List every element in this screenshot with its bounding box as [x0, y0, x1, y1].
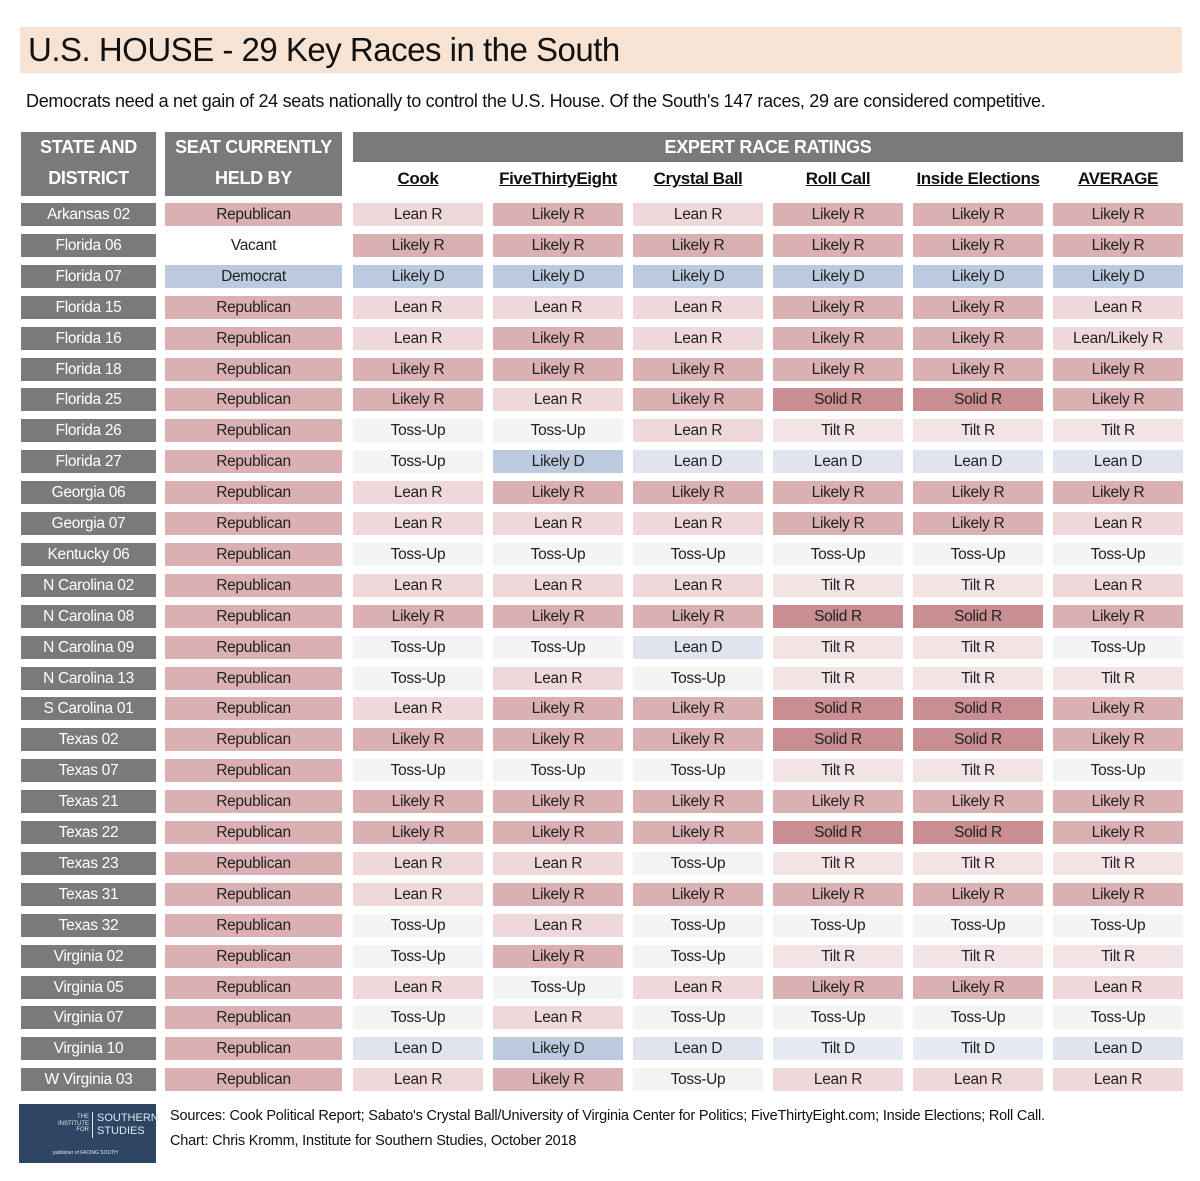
- rating-cell: Toss-Up: [913, 1006, 1043, 1029]
- rating-cell: Likely R: [353, 605, 483, 628]
- rating-cell: Tilt R: [773, 852, 903, 875]
- rating-cell: Likely R: [913, 976, 1043, 999]
- seat-held-header: [165, 132, 342, 196]
- rating-cell: Likely R: [633, 388, 763, 411]
- rating-cell: Lean D: [1053, 1037, 1183, 1060]
- rating-cell: Toss-Up: [633, 1006, 763, 1029]
- held-by-cell: Republican: [165, 481, 342, 504]
- held-by-cell: Republican: [165, 728, 342, 751]
- rating-cell: Likely R: [633, 790, 763, 813]
- district-cell: Florida 16: [21, 327, 156, 350]
- rating-cell: Likely R: [913, 296, 1043, 319]
- rating-cell: Tilt R: [913, 419, 1043, 442]
- rating-cell: Likely R: [1053, 821, 1183, 844]
- rating-cell: Likely R: [1053, 203, 1183, 226]
- held-by-cell: Republican: [165, 605, 342, 628]
- rating-cell: Likely R: [913, 481, 1043, 504]
- rating-cell: Likely D: [493, 265, 623, 288]
- rating-cell: Likely R: [913, 234, 1043, 257]
- rating-cell: Toss-Up: [353, 1006, 483, 1029]
- rating-cell: Lean D: [773, 450, 903, 473]
- district-cell: Florida 25: [21, 388, 156, 411]
- rating-cell: Tilt R: [773, 759, 903, 782]
- held-by-cell: Republican: [165, 697, 342, 720]
- district-cell: Arkansas 02: [21, 203, 156, 226]
- rating-cell: Solid R: [913, 821, 1043, 844]
- rating-cell: Lean R: [493, 388, 623, 411]
- rating-cell: Lean R: [1053, 574, 1183, 597]
- held-header-line2: HELD BY: [215, 168, 292, 188]
- rating-cell: Likely D: [1053, 265, 1183, 288]
- expert-ratings-header: EXPERT RACE RATINGS: [353, 132, 1183, 162]
- rating-cell: Likely D: [353, 265, 483, 288]
- rating-cell: Lean R: [1053, 976, 1183, 999]
- rating-cell: Toss-Up: [353, 450, 483, 473]
- rating-cell: Likely R: [353, 234, 483, 257]
- rating-cell: Solid R: [913, 605, 1043, 628]
- district-cell: Georgia 06: [21, 481, 156, 504]
- rating-cell: Likely R: [773, 883, 903, 906]
- rating-cell: Likely R: [493, 358, 623, 381]
- rating-cell: Likely R: [773, 790, 903, 813]
- rating-cell: Likely R: [493, 697, 623, 720]
- rating-cell: Lean R: [353, 852, 483, 875]
- rating-cell: Tilt R: [773, 667, 903, 690]
- rating-cell: Tilt R: [1053, 667, 1183, 690]
- state-district-header: [21, 132, 156, 196]
- column-header-roll-call: Roll Call: [805, 169, 871, 188]
- rating-cell: Toss-Up: [773, 914, 903, 937]
- rating-cell: Likely R: [773, 481, 903, 504]
- rating-cell: Toss-Up: [1053, 636, 1183, 659]
- held-by-cell: Vacant: [165, 234, 342, 257]
- column-header-average: AVERAGE: [1077, 169, 1158, 188]
- rating-cell: Likely R: [773, 203, 903, 226]
- held-by-cell: Republican: [165, 759, 342, 782]
- column-header-fivethirtyeight: FiveThirtyEight: [499, 169, 617, 188]
- rating-cell: Likely R: [1053, 728, 1183, 751]
- held-by-cell: Republican: [165, 1006, 342, 1029]
- rating-cell: Solid R: [773, 388, 903, 411]
- rating-cell: Likely R: [1053, 697, 1183, 720]
- sources-line: Sources: Cook Political Report; Sabato's Crystal Ball/University of Virginia Center for Politics; FiveThirtyEight.com; Inside Elections; Roll Call.: [170, 1108, 1045, 1124]
- rating-cell: Toss-Up: [1053, 759, 1183, 782]
- rating-cell: Lean R: [353, 976, 483, 999]
- held-by-cell: Republican: [165, 821, 342, 844]
- rating-cell: Likely R: [1053, 481, 1183, 504]
- rating-cell: Lean R: [353, 203, 483, 226]
- district-cell: Georgia 07: [21, 512, 156, 535]
- rating-cell: Toss-Up: [633, 1068, 763, 1091]
- rating-cell: Lean R: [353, 697, 483, 720]
- rating-cell: Lean/Likely R: [1053, 327, 1183, 350]
- rating-cell: Solid R: [773, 605, 903, 628]
- rating-cell: Tilt R: [913, 667, 1043, 690]
- institute-logo: [19, 1104, 159, 1163]
- chart-subtitle: Democrats need a net gain of 24 seats nationally to control the U.S. House. Of the South's 147 races, 29 are considered competitive.: [26, 91, 1046, 111]
- rating-cell: Tilt R: [1053, 419, 1183, 442]
- rating-cell: Likely R: [633, 883, 763, 906]
- rating-cell: Toss-Up: [633, 759, 763, 782]
- rating-cell: Lean D: [633, 636, 763, 659]
- district-cell: Texas 21: [21, 790, 156, 813]
- rating-cell: Lean D: [353, 1037, 483, 1060]
- rating-cell: Lean R: [1053, 512, 1183, 535]
- logo-text-institute: [49, 1114, 89, 1128]
- district-cell: Texas 23: [21, 852, 156, 875]
- rating-cell: Likely R: [913, 883, 1043, 906]
- rating-cell: Toss-Up: [353, 759, 483, 782]
- column-header-crystal-ball: Crystal Ball: [653, 169, 743, 188]
- rating-cell: Likely R: [913, 327, 1043, 350]
- rating-cell: Likely D: [773, 265, 903, 288]
- rating-cell: Likely R: [493, 728, 623, 751]
- rating-cell: Toss-Up: [493, 543, 623, 566]
- rating-cell: Likely R: [773, 234, 903, 257]
- district-cell: Kentucky 06: [21, 543, 156, 566]
- rating-cell: Tilt R: [913, 574, 1043, 597]
- held-by-cell: Republican: [165, 203, 342, 226]
- rating-cell: Tilt R: [773, 574, 903, 597]
- rating-cell: Toss-Up: [633, 667, 763, 690]
- held-by-cell: Republican: [165, 667, 342, 690]
- district-cell: Virginia 10: [21, 1037, 156, 1060]
- rating-cell: Lean R: [633, 296, 763, 319]
- district-cell: Texas 07: [21, 759, 156, 782]
- held-by-cell: Democrat: [165, 265, 342, 288]
- rating-cell: Likely R: [353, 790, 483, 813]
- rating-cell: Likely R: [913, 203, 1043, 226]
- rating-cell: Solid R: [773, 821, 903, 844]
- district-cell: S Carolina 01: [21, 697, 156, 720]
- rating-cell: Toss-Up: [353, 419, 483, 442]
- rating-cell: Toss-Up: [633, 914, 763, 937]
- district-cell: Florida 27: [21, 450, 156, 473]
- rating-cell: Lean R: [493, 574, 623, 597]
- district-cell: Virginia 07: [21, 1006, 156, 1029]
- logo-brand: [97, 1112, 159, 1138]
- rating-cell: Lean D: [913, 450, 1043, 473]
- district-cell: Florida 06: [21, 234, 156, 257]
- rating-cell: Toss-Up: [493, 636, 623, 659]
- rating-cell: Toss-Up: [493, 419, 623, 442]
- rating-cell: Likely R: [773, 358, 903, 381]
- rating-cell: Toss-Up: [1053, 543, 1183, 566]
- held-by-cell: Republican: [165, 914, 342, 937]
- rating-cell: Likely R: [633, 605, 763, 628]
- rating-cell: Likely R: [773, 327, 903, 350]
- rating-cell: Lean R: [353, 574, 483, 597]
- rating-cell: Likely R: [493, 1068, 623, 1091]
- rating-cell: Solid R: [913, 388, 1043, 411]
- state-header-line2: DISTRICT: [48, 168, 129, 188]
- rating-cell: Likely R: [633, 358, 763, 381]
- rating-cell: Toss-Up: [773, 543, 903, 566]
- held-by-cell: Republican: [165, 1068, 342, 1091]
- rating-cell: Likely D: [493, 1037, 623, 1060]
- rating-cell: Tilt R: [913, 852, 1043, 875]
- rating-cell: Toss-Up: [1053, 914, 1183, 937]
- rating-cell: Likely R: [493, 945, 623, 968]
- rating-cell: Lean R: [353, 481, 483, 504]
- held-by-cell: Republican: [165, 976, 342, 999]
- district-cell: Texas 22: [21, 821, 156, 844]
- held-by-cell: Republican: [165, 1037, 342, 1060]
- logo-studies: STUDIES: [97, 1125, 145, 1137]
- rating-cell: Tilt R: [773, 419, 903, 442]
- rating-cell: Solid R: [773, 697, 903, 720]
- rating-cell: Likely R: [633, 821, 763, 844]
- logo-for: FOR: [76, 1127, 89, 1133]
- district-cell: N Carolina 08: [21, 605, 156, 628]
- rating-cell: Likely R: [633, 728, 763, 751]
- held-by-cell: Republican: [165, 296, 342, 319]
- rating-cell: Tilt R: [913, 945, 1043, 968]
- rating-cell: Lean R: [633, 419, 763, 442]
- held-by-cell: Republican: [165, 883, 342, 906]
- district-cell: W Virginia 03: [21, 1068, 156, 1091]
- rating-cell: Likely D: [913, 265, 1043, 288]
- rating-cell: Likely R: [493, 790, 623, 813]
- rating-cell: Lean R: [1053, 1068, 1183, 1091]
- rating-cell: Likely R: [493, 234, 623, 257]
- rating-cell: Toss-Up: [633, 543, 763, 566]
- held-by-cell: Republican: [165, 358, 342, 381]
- held-by-cell: Republican: [165, 852, 342, 875]
- rating-cell: Likely R: [493, 203, 623, 226]
- rating-cell: Likely R: [353, 821, 483, 844]
- rating-cell: Likely R: [353, 358, 483, 381]
- district-cell: Florida 15: [21, 296, 156, 319]
- rating-cell: Likely R: [493, 481, 623, 504]
- logo-divider: [92, 1112, 93, 1138]
- logo-footer: publisher of FACING SOUTH: [53, 1150, 118, 1156]
- rating-cell: Lean R: [353, 1068, 483, 1091]
- rating-cell: Tilt R: [773, 636, 903, 659]
- rating-cell: Toss-Up: [773, 1006, 903, 1029]
- rating-cell: Lean R: [633, 976, 763, 999]
- district-cell: Texas 31: [21, 883, 156, 906]
- rating-cell: Tilt R: [1053, 852, 1183, 875]
- held-by-cell: Republican: [165, 512, 342, 535]
- rating-cell: Toss-Up: [353, 543, 483, 566]
- rating-cell: Lean R: [493, 1006, 623, 1029]
- rating-cell: Lean R: [493, 852, 623, 875]
- held-by-cell: Republican: [165, 327, 342, 350]
- rating-cell: Lean R: [353, 327, 483, 350]
- rating-cell: Lean R: [493, 667, 623, 690]
- logo-institute: INSTITUTE: [58, 1121, 89, 1127]
- district-cell: N Carolina 13: [21, 667, 156, 690]
- column-header-inside-elections: Inside Elections: [916, 169, 1040, 188]
- district-cell: Florida 26: [21, 419, 156, 442]
- rating-cell: Likely D: [493, 450, 623, 473]
- rating-cell: Toss-Up: [633, 945, 763, 968]
- rating-cell: Lean D: [633, 450, 763, 473]
- rating-cell: Toss-Up: [353, 914, 483, 937]
- rating-cell: Likely R: [1053, 358, 1183, 381]
- rating-cell: Toss-Up: [353, 667, 483, 690]
- rating-cell: Toss-Up: [353, 636, 483, 659]
- rating-cell: Toss-Up: [633, 852, 763, 875]
- held-by-cell: Republican: [165, 388, 342, 411]
- rating-cell: Likely R: [493, 605, 623, 628]
- rating-cell: Lean R: [353, 296, 483, 319]
- rating-cell: Lean R: [493, 914, 623, 937]
- chart-title: U.S. HOUSE - 29 Key Races in the South: [28, 31, 620, 68]
- rating-cell: Toss-Up: [1053, 1006, 1183, 1029]
- district-cell: Texas 32: [21, 914, 156, 937]
- rating-cell: Lean D: [633, 1037, 763, 1060]
- rating-cell: Toss-Up: [913, 914, 1043, 937]
- rating-cell: Lean R: [1053, 296, 1183, 319]
- rating-cell: Tilt D: [913, 1037, 1043, 1060]
- rating-cell: Likely R: [913, 358, 1043, 381]
- rating-cell: Tilt D: [773, 1037, 903, 1060]
- rating-cell: Likely R: [493, 327, 623, 350]
- district-cell: Texas 02: [21, 728, 156, 751]
- rating-cell: Lean R: [633, 327, 763, 350]
- rating-cell: Lean R: [913, 1068, 1043, 1091]
- rating-cell: Likely R: [353, 728, 483, 751]
- district-cell: Virginia 02: [21, 945, 156, 968]
- column-header-cook: Cook: [397, 169, 439, 188]
- rating-cell: Likely R: [493, 821, 623, 844]
- rating-cell: Toss-Up: [913, 543, 1043, 566]
- district-cell: N Carolina 09: [21, 636, 156, 659]
- rating-cell: Likely R: [633, 234, 763, 257]
- rating-cell: Likely R: [1053, 388, 1183, 411]
- held-by-cell: Republican: [165, 790, 342, 813]
- rating-cell: Lean R: [633, 512, 763, 535]
- rating-cell: Lean R: [493, 512, 623, 535]
- rating-cell: Solid R: [913, 728, 1043, 751]
- rating-cell: Likely R: [633, 697, 763, 720]
- rating-cell: Likely D: [633, 265, 763, 288]
- rating-cell: Lean R: [353, 512, 483, 535]
- rating-cell: Likely R: [353, 388, 483, 411]
- held-by-cell: Republican: [165, 636, 342, 659]
- held-by-cell: Republican: [165, 419, 342, 442]
- rating-cell: Likely R: [1053, 234, 1183, 257]
- rating-cell: Likely R: [773, 512, 903, 535]
- rating-cell: Toss-Up: [493, 759, 623, 782]
- rating-cell: Lean R: [633, 574, 763, 597]
- rating-cell: Lean R: [353, 883, 483, 906]
- held-header-line1: SEAT CURRENTLY: [175, 137, 332, 157]
- rating-cell: Solid R: [773, 728, 903, 751]
- rating-cell: Tilt R: [913, 636, 1043, 659]
- rating-cell: Tilt R: [913, 759, 1043, 782]
- rating-cell: Likely R: [1053, 790, 1183, 813]
- sources-note: [170, 1104, 1045, 1154]
- state-header-line1: STATE AND: [40, 137, 137, 157]
- rating-cell: Likely R: [1053, 883, 1183, 906]
- rating-cell: Likely R: [773, 296, 903, 319]
- rating-cell: Tilt R: [1053, 945, 1183, 968]
- rating-cell: Solid R: [913, 697, 1043, 720]
- district-cell: N Carolina 02: [21, 574, 156, 597]
- rating-cell: Lean R: [493, 296, 623, 319]
- district-cell: Virginia 05: [21, 976, 156, 999]
- held-by-cell: Republican: [165, 543, 342, 566]
- rating-cell: Likely R: [1053, 605, 1183, 628]
- rating-cell: Likely R: [773, 976, 903, 999]
- rating-cell: Toss-Up: [353, 945, 483, 968]
- district-cell: Florida 07: [21, 265, 156, 288]
- rating-cell: Lean D: [1053, 450, 1183, 473]
- rating-cell: Tilt R: [773, 945, 903, 968]
- rating-cell: Likely R: [913, 790, 1043, 813]
- logo-the: THE: [77, 1114, 89, 1120]
- rating-cell: Lean R: [773, 1068, 903, 1091]
- credit-line: Chart: Chris Kromm, Institute for Southern Studies, October 2018: [170, 1133, 577, 1149]
- held-by-cell: Republican: [165, 450, 342, 473]
- logo-southern: SOUTHERN: [97, 1112, 159, 1124]
- rating-cell: Lean R: [633, 203, 763, 226]
- title-bar: [20, 27, 1182, 73]
- rating-cell: Likely R: [633, 481, 763, 504]
- district-cell: Florida 18: [21, 358, 156, 381]
- rating-cell: Toss-Up: [493, 976, 623, 999]
- rating-cell: Likely R: [493, 883, 623, 906]
- rating-cell: Likely R: [913, 512, 1043, 535]
- held-by-cell: Republican: [165, 945, 342, 968]
- held-by-cell: Republican: [165, 574, 342, 597]
